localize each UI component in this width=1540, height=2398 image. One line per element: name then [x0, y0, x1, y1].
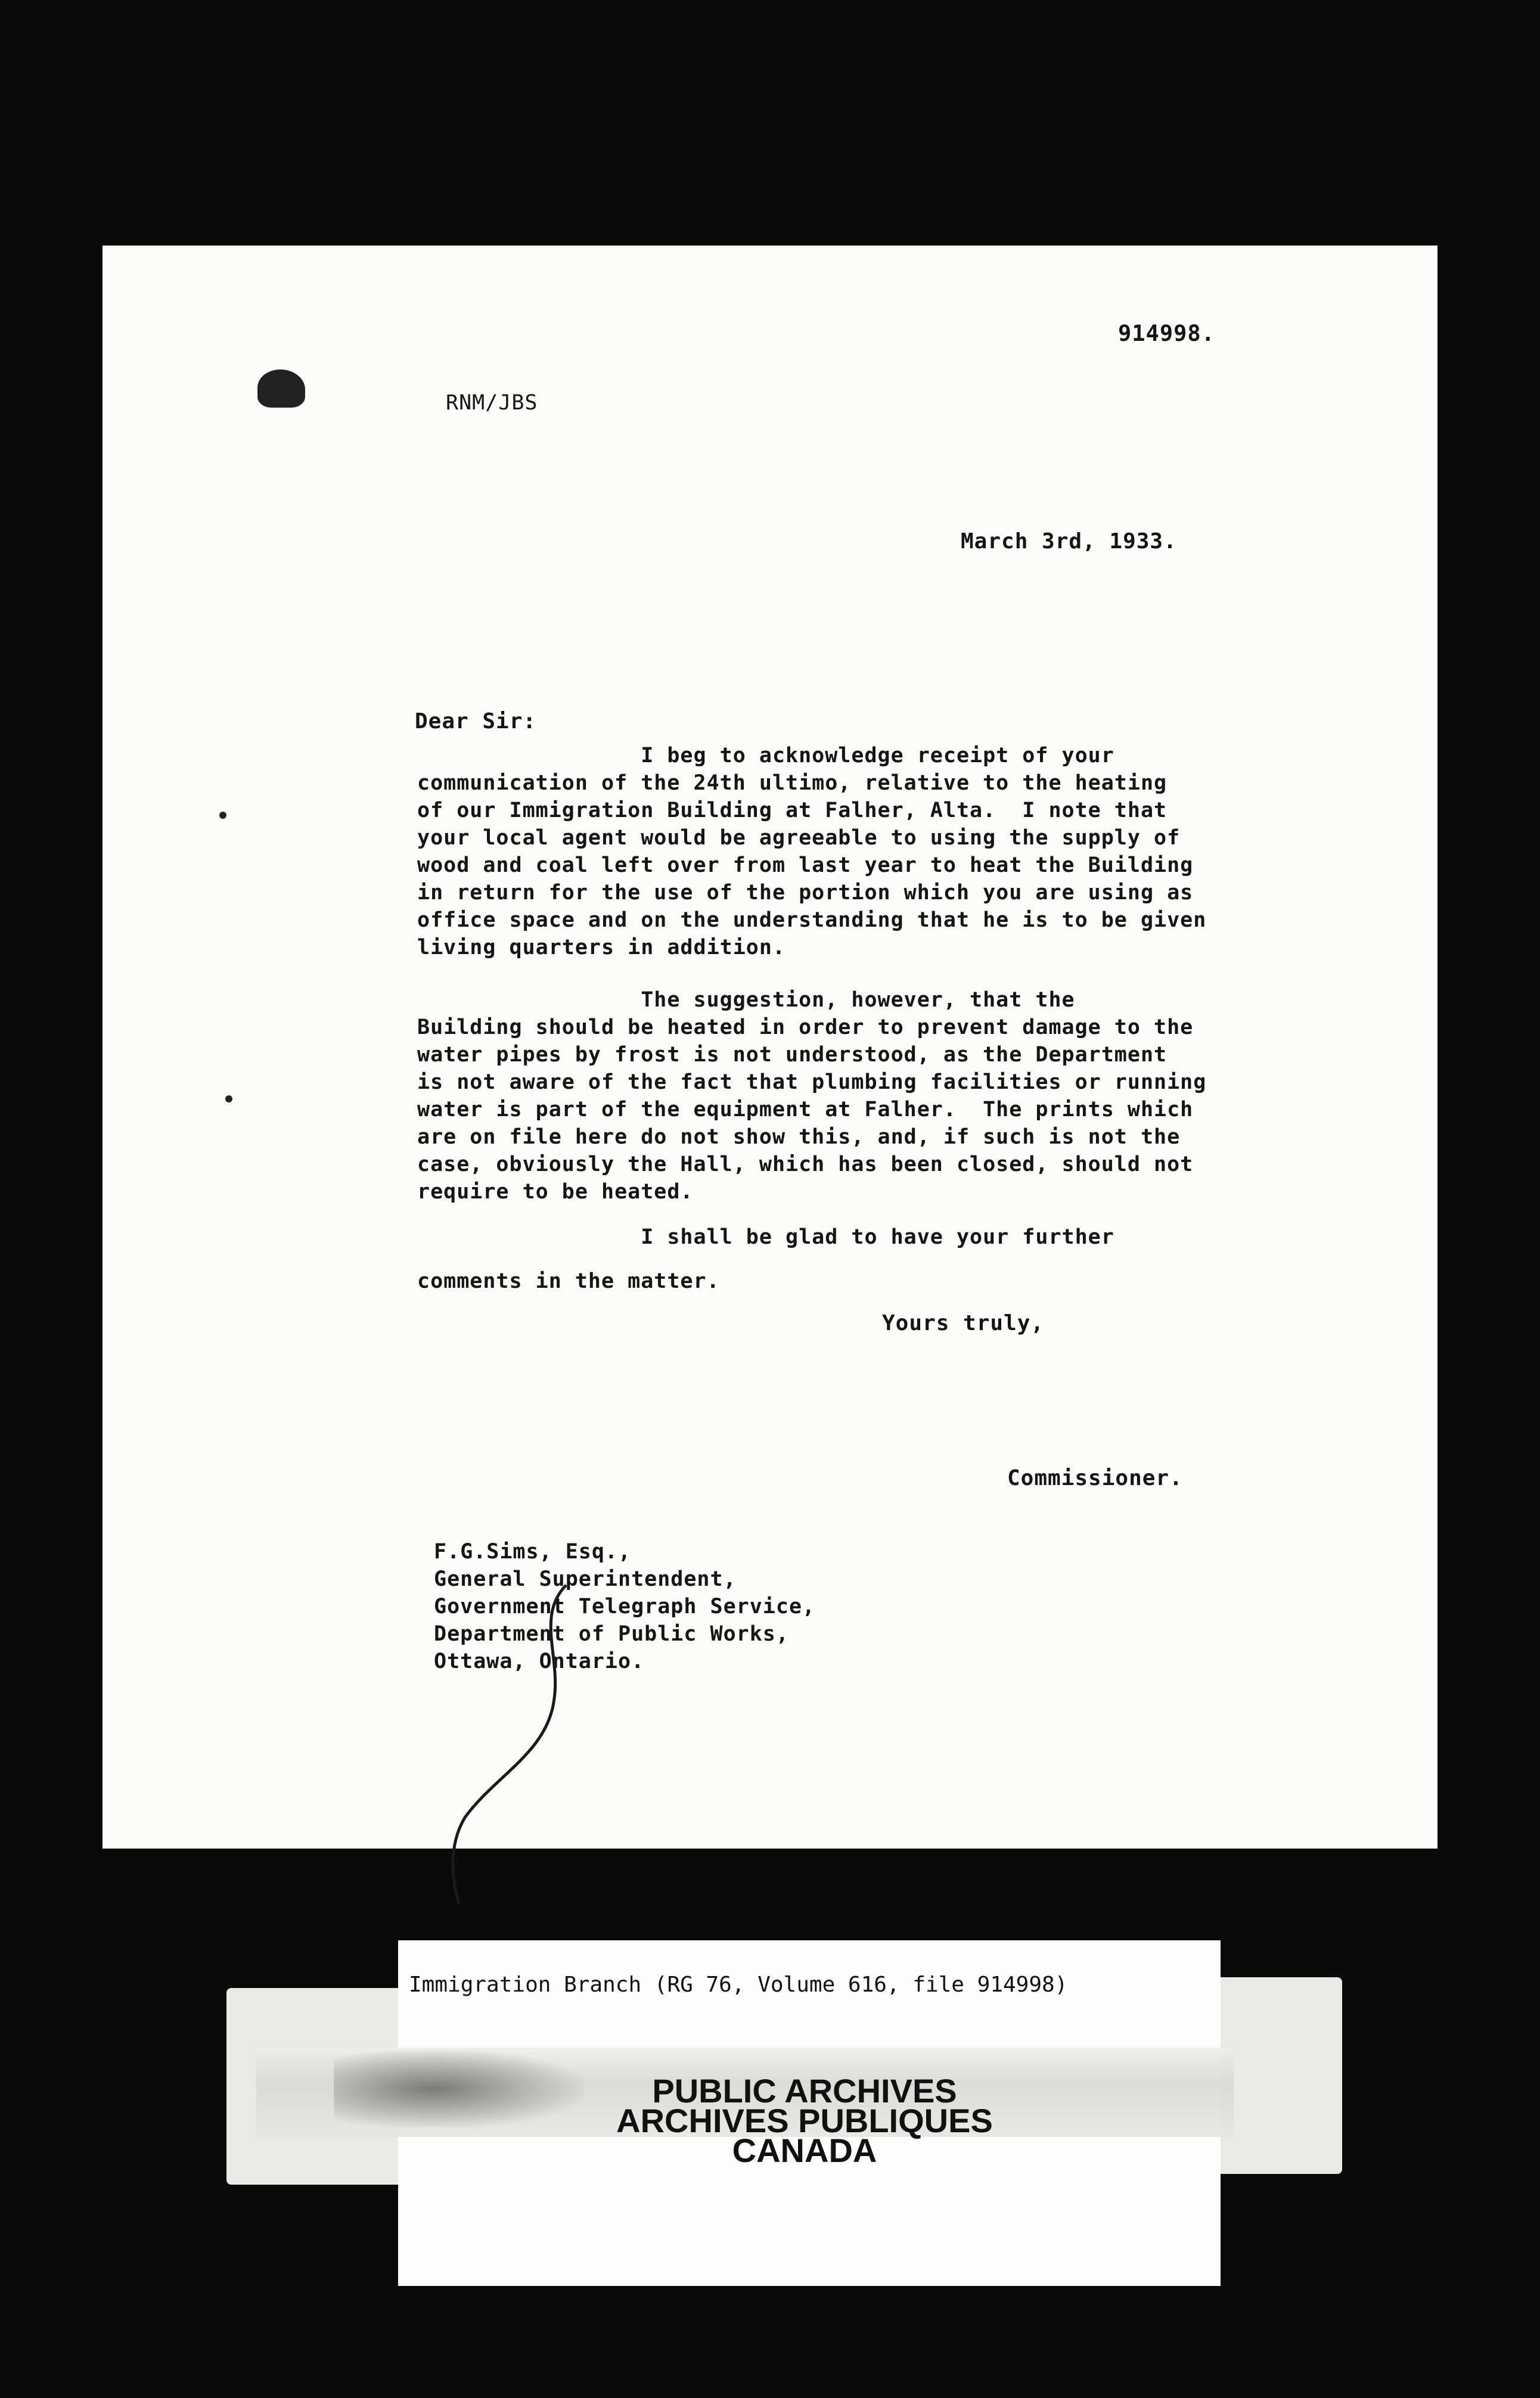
body-line: of our Immigration Building at Falher, Alta. I note that	[417, 799, 1168, 822]
letter-date: March 3rd, 1933.	[961, 529, 1177, 554]
archive-caption: Immigration Branch (RG 76, Volume 616, file 914998)	[409, 1973, 1068, 1997]
body-line: is not aware of the fact that plumbing facilities or running	[417, 1070, 1207, 1094]
body-line: comments in the matter.	[417, 1269, 720, 1293]
body-line: your local agent would be agreeable to using the supply of	[417, 826, 1181, 850]
typist-initials: RNM/JBS	[446, 391, 538, 415]
body-line: living quarters in addition.	[417, 936, 786, 959]
body-line: water is part of the equipment at Falher. The prints which	[417, 1098, 1194, 1122]
closing: Yours truly,	[882, 1311, 1045, 1335]
body-line: require to be heated.	[417, 1180, 694, 1204]
archive-stamp	[572, 2072, 1037, 2169]
tape-piece	[1217, 1977, 1342, 2174]
reference-number: 914998.	[1118, 321, 1215, 346]
body-line: are on file here do not show this, and, if such is not the	[417, 1125, 1181, 1149]
address-line: Ottawa, Ontario.	[434, 1650, 645, 1673]
stamp-line: PUBLIC ARCHIVES	[652, 2072, 957, 2110]
stamp-line: ARCHIVES PUBLIQUES	[616, 2102, 993, 2139]
signature-title: Commissioner.	[1007, 1466, 1183, 1490]
body-line: communication of the 24th ultimo, relative to the heating	[417, 771, 1168, 795]
pen-scribble	[417, 1561, 608, 1907]
address-line: Government Telegraph Service,	[434, 1595, 816, 1619]
body-line: I beg to acknowledge receipt of your	[417, 744, 1114, 768]
body-line: The suggestion, however, that the	[417, 988, 1075, 1012]
body-line: I shall be glad to have your further	[417, 1225, 1114, 1249]
body-line: wood and coal left over from last year to heat the Building	[417, 853, 1194, 877]
body-line: office space and on the understanding that he is to be given	[417, 908, 1207, 932]
salutation: Dear Sir:	[415, 709, 537, 734]
body-line: in return for the use of the portion which you are using as	[417, 881, 1194, 905]
body-line: Building should be heated in order to prevent damage to the	[417, 1015, 1194, 1039]
tape-smudge	[334, 2050, 584, 2127]
address-line: Department of Public Works,	[434, 1622, 789, 1646]
ink-blot-mark	[257, 369, 305, 408]
stamp-line: CANADA	[732, 2132, 877, 2169]
punch-mark	[225, 1095, 232, 1102]
punch-mark	[219, 812, 226, 819]
body-line: water pipes by frost is not understood, as the Department	[417, 1043, 1168, 1067]
address-line: F.G.Sims, Esq.,	[434, 1540, 632, 1564]
body-line: case, obviously the Hall, which has been closed, should not	[417, 1153, 1194, 1176]
address-line: General Superintendent,	[434, 1567, 737, 1591]
